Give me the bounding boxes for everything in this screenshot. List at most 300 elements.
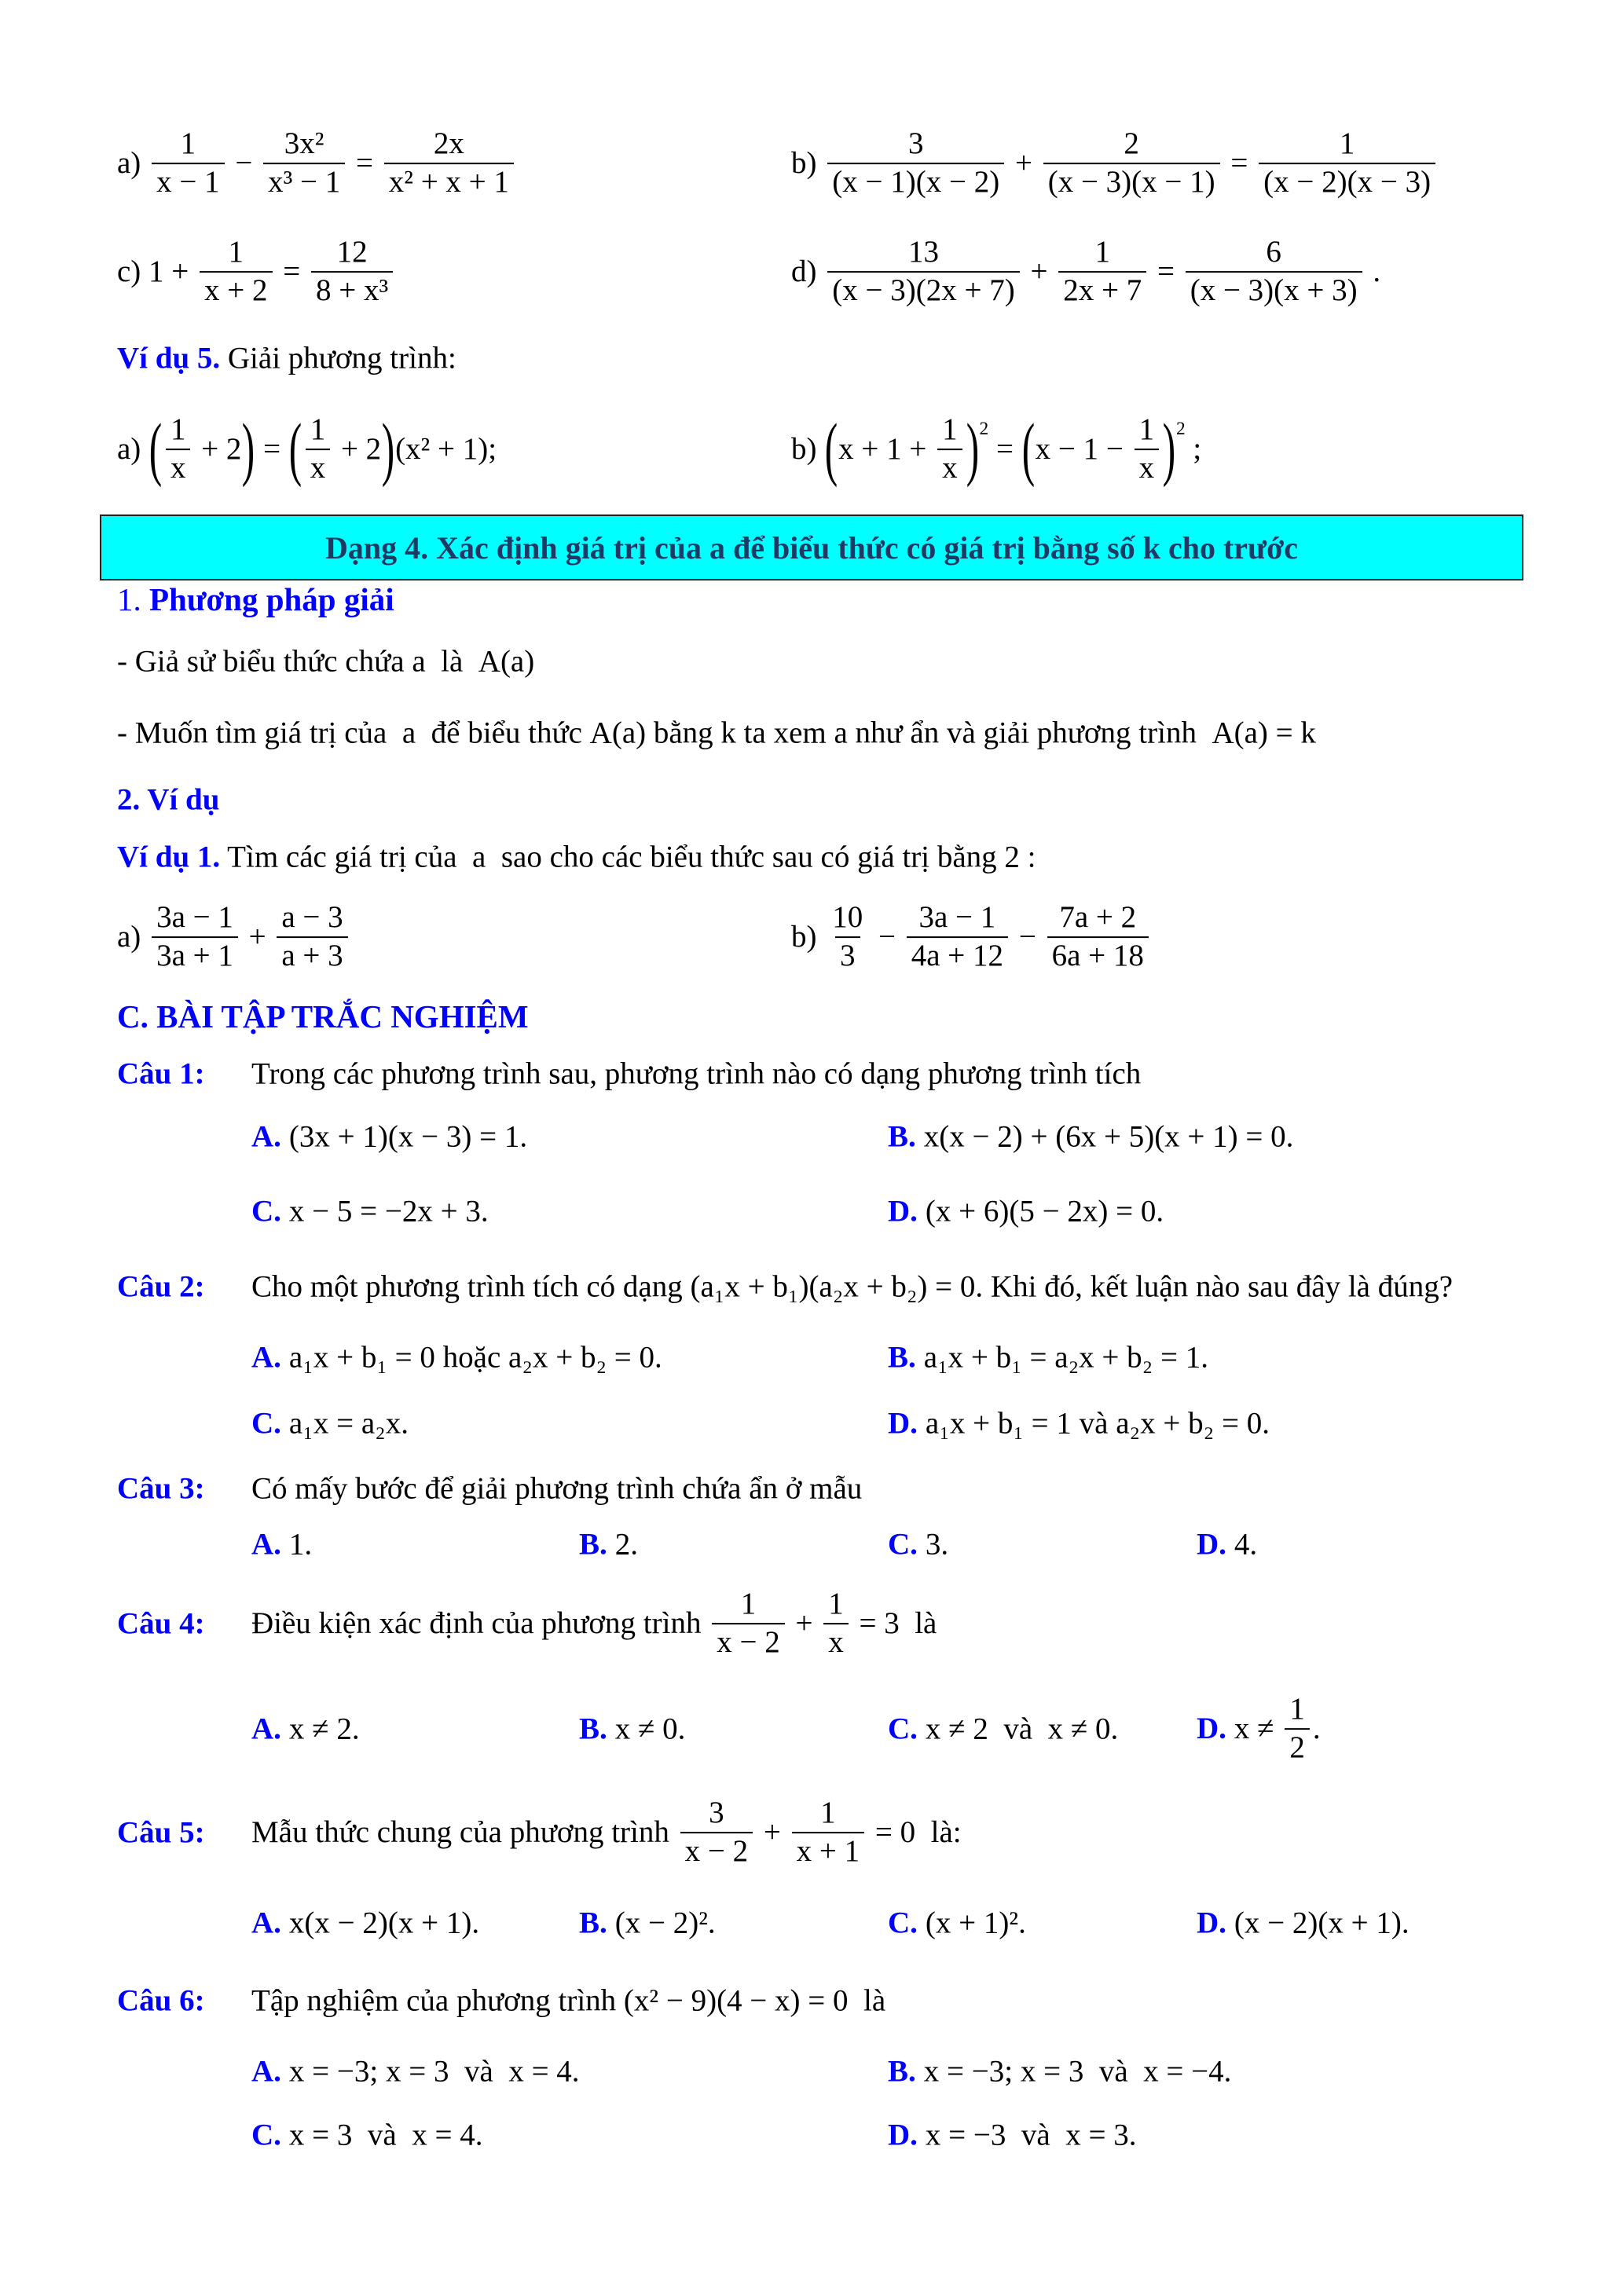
option-expression [289, 2054, 580, 2089]
denominator-text: a + 3 [281, 939, 343, 972]
denominator-text: 6a + 18 [1051, 939, 1144, 972]
denominator [277, 936, 347, 973]
option-a[interactable] [251, 1906, 479, 1941]
math-text: (x² − 9)(4 − x) = 0 [623, 1983, 849, 2018]
method-title: Phương pháp giải [141, 581, 394, 617]
numerator [1054, 901, 1141, 936]
option-expression [924, 2054, 1232, 2089]
option-letter: C. [251, 2118, 281, 2152]
denominator-text: x [170, 451, 186, 485]
option-expression [1234, 1906, 1410, 1941]
example1-b [791, 901, 1152, 973]
expression [791, 901, 1152, 973]
math-text: = [255, 432, 288, 467]
option-letter: C. [888, 1906, 918, 1940]
math-text: x − 5 = −2x + 3. [288, 1194, 489, 1229]
option-letter: B. [888, 1340, 916, 1375]
fraction [1058, 236, 1146, 308]
option-expression [289, 1527, 312, 1562]
option-c[interactable] [251, 1406, 409, 1441]
denominator [166, 449, 191, 485]
fraction [937, 413, 962, 485]
math-text: a) [117, 146, 149, 181]
math-text: a [412, 644, 426, 679]
numerator [1119, 127, 1144, 163]
option-d[interactable] [888, 1406, 1270, 1441]
math-text: + [756, 1815, 789, 1850]
numerator-text: 1 [310, 412, 326, 447]
text: để biểu thức [416, 716, 590, 750]
option-letter: A. [251, 1906, 281, 1940]
math-text: x = 3. [1065, 2118, 1137, 2152]
left-paren: ( [824, 410, 838, 489]
math-text: a) [117, 920, 149, 954]
numerator [704, 1796, 729, 1832]
option-expression [926, 1406, 1270, 1441]
option-expression [289, 1340, 662, 1375]
text: . Khi đó, kết luận nào sau đây là đúng? [975, 1269, 1454, 1304]
math-text: + [1022, 255, 1056, 289]
math-text: a [472, 840, 486, 874]
question-text [251, 1056, 1141, 1092]
denominator-text: 4a + 12 [911, 939, 1004, 972]
numerator [280, 127, 329, 163]
option-expression [615, 1906, 716, 1941]
option-b[interactable] [579, 1906, 716, 1941]
question-label: Câu 6: [117, 1983, 205, 2018]
math-text: A(a) [589, 716, 647, 750]
section-title-box [100, 514, 1523, 580]
math-text: a₁x + b₁ = a₂x + b₂ = 1. [923, 1340, 1209, 1375]
denominator-text: (x − 3)(x + 3) [1190, 273, 1358, 307]
numerator-text: 3a − 1 [918, 900, 996, 935]
denominator-text: x − 1 [156, 165, 220, 199]
option-letter: D. [1197, 1712, 1226, 1746]
equation [117, 410, 497, 489]
option-expression [615, 1527, 638, 1562]
question-expression [251, 1983, 885, 2019]
option-expression [926, 1712, 1118, 1747]
denominator [384, 163, 514, 200]
math-text: b) [791, 146, 825, 181]
fraction [152, 901, 238, 973]
example-label: Ví dụ 5. [117, 341, 221, 375]
text: 4. [1234, 1527, 1258, 1562]
numerator-text: a − 3 [281, 900, 343, 935]
fraction [277, 901, 347, 973]
fraction [200, 236, 273, 308]
option-expression [289, 1906, 479, 1941]
example5-a [117, 410, 497, 489]
fraction [384, 127, 514, 200]
option-letter: B. [888, 2054, 916, 2089]
math-text: + 2 [333, 432, 382, 467]
option-a[interactable] [251, 1340, 662, 1375]
math-text: = [275, 255, 309, 289]
numerator [937, 413, 962, 449]
numerator-text: 1 [820, 1796, 836, 1830]
math-text: x − 1 − [1035, 432, 1131, 467]
option-letter: C. [251, 1406, 281, 1441]
text: và [1006, 2118, 1066, 2152]
fraction [1047, 901, 1149, 973]
numerator [332, 236, 372, 271]
option-d[interactable] [888, 2118, 1136, 2153]
math-text: a₁x = a₂x. [288, 1406, 409, 1441]
numerator [823, 1587, 849, 1623]
numerator-text: 12 [336, 235, 368, 269]
math-text: + 2 [193, 432, 242, 467]
option-letter: A. [251, 1712, 281, 1746]
option-expression [1234, 1693, 1321, 1765]
example-label: Ví dụ 1. [117, 840, 221, 874]
text: bằng k ta xem a như ẩn và giải phương trình [646, 716, 1212, 750]
denominator [827, 271, 1019, 308]
example1-a [117, 901, 351, 973]
example1-heading [117, 840, 1036, 875]
text: và [352, 2118, 412, 2152]
question-expression [251, 1471, 862, 1507]
fraction [907, 901, 1008, 973]
math-text: x ≠ 2. [288, 1712, 360, 1746]
denominator [306, 449, 331, 485]
example5-heading [117, 341, 456, 376]
right-paren: ) [381, 410, 395, 489]
option-letter: B. [579, 1527, 607, 1562]
fraction [263, 127, 345, 200]
option-letter: A. [251, 1527, 281, 1562]
question-text [251, 1796, 962, 1869]
numerator-text: 2x [433, 126, 464, 161]
denominator [1285, 1728, 1310, 1765]
numerator-text: 1 [180, 126, 196, 161]
numerator [1135, 413, 1160, 449]
numerator-text: 1 [1289, 1692, 1305, 1727]
denominator [152, 163, 225, 200]
option-c[interactable] [888, 1527, 948, 1562]
math-text: (x + 6)(5 − 2x) = 0. [925, 1194, 1164, 1229]
numerator-text: 3 [907, 126, 924, 161]
option-d[interactable] [1197, 1906, 1410, 1941]
math-text: a [401, 716, 416, 750]
denominator-text: 2 [1289, 1730, 1305, 1764]
option-letter: B. [579, 1712, 607, 1746]
option-letter: C. [888, 1527, 918, 1562]
option-expression [924, 1119, 1294, 1155]
question-label: Câu 1: [117, 1056, 205, 1091]
option-letter: A. [251, 2054, 281, 2089]
denominator [263, 163, 345, 200]
option-b[interactable] [579, 1527, 638, 1562]
math-text: x = 4. [508, 2054, 580, 2089]
numerator [429, 127, 469, 163]
math-text: a) [117, 432, 149, 467]
math-text: = 3 [851, 1606, 900, 1641]
exercise-d [791, 236, 1380, 308]
denominator-text: (x − 2)(x − 3) [1263, 165, 1432, 199]
numerator [1090, 236, 1115, 271]
math-text: b) [791, 920, 825, 954]
option-c[interactable] [251, 2118, 482, 2153]
numerator [277, 901, 347, 936]
method-number: 1. [117, 581, 141, 617]
denominator [1047, 936, 1149, 973]
question-expression [251, 1587, 937, 1660]
math-text: (x − 2)². [614, 1906, 716, 1940]
denominator-text: x [310, 451, 326, 485]
denominator [823, 1623, 849, 1660]
numerator-text: 1 [1094, 235, 1110, 269]
numerator-text: 1 [170, 412, 186, 447]
denominator [680, 1832, 753, 1869]
numerator-text: 2 [1124, 126, 1139, 161]
math-text: = [348, 146, 381, 181]
option-c[interactable] [251, 1194, 489, 1229]
math-text: x = 3 [288, 2118, 353, 2152]
numerator-text: 7a + 2 [1059, 900, 1137, 935]
question-text [251, 1471, 862, 1507]
exercise-b [791, 127, 1439, 200]
fraction [1259, 127, 1435, 200]
math-text: . [1365, 255, 1381, 289]
math-text: ; [1185, 432, 1202, 467]
quiz-heading: C. BÀI TẬP TRẮC NGHIỆM [117, 998, 529, 1034]
math-text: x ≠ [1234, 1712, 1282, 1746]
denominator [835, 936, 860, 973]
option-letter: C. [251, 1194, 281, 1229]
numerator-text: 1 [828, 1587, 844, 1621]
numerator [152, 901, 238, 936]
example5-b [791, 410, 1202, 489]
text: là: [915, 1815, 962, 1850]
example-text [220, 840, 1036, 875]
option-expression [615, 1712, 686, 1747]
math-text: x(x − 2) + (6x + 5)(x + 1) = 0. [923, 1119, 1294, 1154]
equation [791, 236, 1380, 308]
option-b[interactable] [888, 1340, 1208, 1375]
fraction [680, 1796, 753, 1869]
examples-heading: 2. Ví dụ [117, 782, 220, 817]
option-b[interactable] [579, 1712, 685, 1747]
text: sao cho các biểu thức sau có giá trị bằng 2 : [486, 840, 1036, 874]
numerator [1285, 1693, 1310, 1728]
math-text: a₁x + b₁ = 1 [925, 1406, 1072, 1441]
math-text: − [1011, 920, 1044, 954]
option-d[interactable] [888, 1194, 1164, 1229]
denominator-text: (x − 3)(x − 1) [1047, 165, 1215, 199]
numerator [1335, 127, 1360, 163]
denominator [792, 1832, 865, 1869]
option-c[interactable] [888, 1906, 1026, 1941]
denominator-text: x − 2 [684, 1834, 749, 1868]
math-text: A(a) [478, 644, 535, 679]
numerator-text: 13 [907, 235, 939, 269]
text: và [1071, 1406, 1116, 1441]
question-expression [251, 1056, 1141, 1092]
equation [791, 410, 1202, 489]
numerator-text: 3a − 1 [156, 900, 233, 935]
option-d[interactable] [1197, 1693, 1321, 1765]
text: Tập nghiệm của phương trình [251, 1983, 624, 2018]
option-letter: B. [888, 1119, 916, 1154]
text: hoặc [434, 1340, 509, 1375]
option-letter: A. [251, 1340, 281, 1375]
question-text [251, 1269, 1453, 1305]
option-expression [289, 2118, 483, 2153]
option-a[interactable] [251, 2054, 580, 2089]
denominator-text: (x − 3)(2x + 7) [832, 273, 1015, 307]
math-text: a₂x + b₂ = 0. [1116, 1406, 1270, 1441]
denominator-text: x − 2 [717, 1625, 780, 1659]
text: - Giả sử biểu thức chứa [117, 644, 412, 679]
numerator [915, 901, 1001, 936]
option-expression [926, 1906, 1026, 1941]
denominator [907, 936, 1008, 973]
text: là [899, 1606, 937, 1641]
option-letter: C. [888, 1712, 918, 1746]
option-letter: A. [251, 1119, 281, 1154]
math-text: (x² + 1); [395, 432, 497, 467]
math-text: x + 1 + [838, 432, 935, 467]
text-line [117, 716, 1316, 751]
fraction [166, 413, 191, 485]
option-b[interactable] [888, 2054, 1231, 2089]
denominator-text: x + 1 [796, 1834, 860, 1868]
option-letter: D. [888, 1406, 918, 1441]
numerator [1261, 236, 1286, 271]
math-text: . [1312, 1712, 1321, 1746]
text-line [117, 644, 534, 679]
math-text: x(x − 2)(x + 1). [288, 1906, 480, 1940]
expression [117, 901, 351, 973]
option-c[interactable] [888, 1712, 1118, 1747]
math-text: − [871, 920, 904, 954]
denominator-text: x + 2 [204, 273, 268, 307]
math-text: = [988, 432, 1021, 467]
math-text: A(a) = k [1212, 716, 1316, 750]
fraction [1135, 413, 1160, 485]
text: Trong các phương trình sau, phương trình nào có dạng phương trình tích [251, 1056, 1142, 1091]
numerator [827, 901, 867, 936]
math-text: x = −3; x = 3 [923, 2054, 1084, 2089]
math-text: (x + 1)². [925, 1906, 1026, 1940]
option-expression [289, 1406, 409, 1441]
option-a[interactable] [251, 1527, 312, 1562]
denominator [1186, 271, 1362, 308]
right-paren: ) [1162, 410, 1176, 489]
denominator [200, 271, 273, 308]
option-b[interactable] [888, 1119, 1293, 1155]
option-expression [1234, 1527, 1257, 1562]
question-expression [251, 1269, 1453, 1305]
equation [791, 127, 1439, 200]
denominator [937, 449, 962, 485]
math-text: a₂x + b₂ = 0. [508, 1340, 662, 1375]
numerator-text: 1 [942, 412, 958, 447]
denominator [712, 1623, 785, 1660]
option-expression [289, 1194, 489, 1229]
option-letter: D. [888, 2118, 918, 2152]
text: là [425, 644, 478, 679]
exercise-a [117, 127, 517, 200]
question-label: Câu 5: [117, 1815, 205, 1850]
numerator [736, 1587, 761, 1623]
math-text: x = −3 [925, 2118, 1006, 2152]
numerator-text: 3x² [284, 126, 324, 161]
option-d[interactable] [1197, 1527, 1257, 1562]
text: Có mấy bước để giải phương trình chứa ẩn ở mẫu [251, 1471, 863, 1506]
denominator [311, 271, 393, 308]
numerator-text: 1 [1339, 126, 1355, 161]
denominator-text: 2x + 7 [1063, 273, 1142, 307]
text: và [988, 1712, 1048, 1746]
numerator [176, 127, 201, 163]
exponent: 2 [1175, 418, 1186, 439]
denominator-text: x² + x + 1 [388, 165, 509, 199]
numerator-text: 3 [709, 1796, 724, 1830]
text: là [848, 1983, 886, 2018]
math-text: x ≠ 0. [614, 1712, 686, 1746]
text: Tìm các giá trị của [220, 840, 473, 874]
denominator [152, 936, 238, 973]
denominator [1058, 271, 1146, 308]
fraction [1043, 127, 1220, 200]
text: Cho một phương trình tích có dạng [251, 1269, 691, 1304]
text: Điều kiện xác định của phương trình [251, 1606, 709, 1641]
left-paren: ( [288, 410, 302, 489]
math-text: x = −4. [1143, 2054, 1232, 2089]
numerator-text: 1 [740, 1587, 757, 1621]
option-letter: D. [1197, 1906, 1226, 1940]
text: 2. [614, 1527, 639, 1562]
text: và [1083, 2054, 1144, 2089]
math-text: x ≠ 2 [925, 1712, 988, 1746]
math-text: = [1223, 146, 1256, 181]
option-a[interactable] [251, 1119, 527, 1155]
denominator-text: 8 + x³ [316, 273, 389, 307]
option-a[interactable] [251, 1712, 360, 1747]
option-expression [926, 2118, 1137, 2153]
fraction [1186, 236, 1362, 308]
question-label: Câu 2: [117, 1269, 205, 1304]
denominator-text: x³ − 1 [268, 165, 341, 199]
fraction [306, 413, 331, 485]
math-text: x = 4. [412, 2118, 483, 2152]
text: - Muốn tìm giá trị của [117, 716, 402, 750]
exponent: 2 [979, 418, 989, 439]
math-text: (x − 2)(x + 1). [1234, 1906, 1410, 1940]
method-line-1 [117, 644, 534, 679]
question-text [251, 1587, 937, 1660]
denominator-text: 3 [840, 939, 856, 972]
denominator-text: x [1138, 451, 1155, 485]
math-text: (a₁x + b₁)(a₂x + b₂) = 0 [690, 1269, 976, 1304]
method-heading [117, 580, 394, 618]
option-letter: D. [1197, 1527, 1226, 1562]
option-expression [289, 1119, 527, 1155]
fraction [827, 127, 1004, 200]
method-line-2 [117, 716, 1316, 751]
question-expression [251, 1796, 962, 1869]
fraction [712, 1587, 785, 1660]
denominator [827, 163, 1004, 200]
fraction [827, 236, 1019, 308]
denominator [1259, 163, 1435, 200]
math-text: a₁x + b₁ = 0 [288, 1340, 435, 1375]
option-letter: D. [888, 1194, 918, 1229]
question-label: Câu 3: [117, 1471, 205, 1506]
math-text: b) [791, 432, 825, 467]
